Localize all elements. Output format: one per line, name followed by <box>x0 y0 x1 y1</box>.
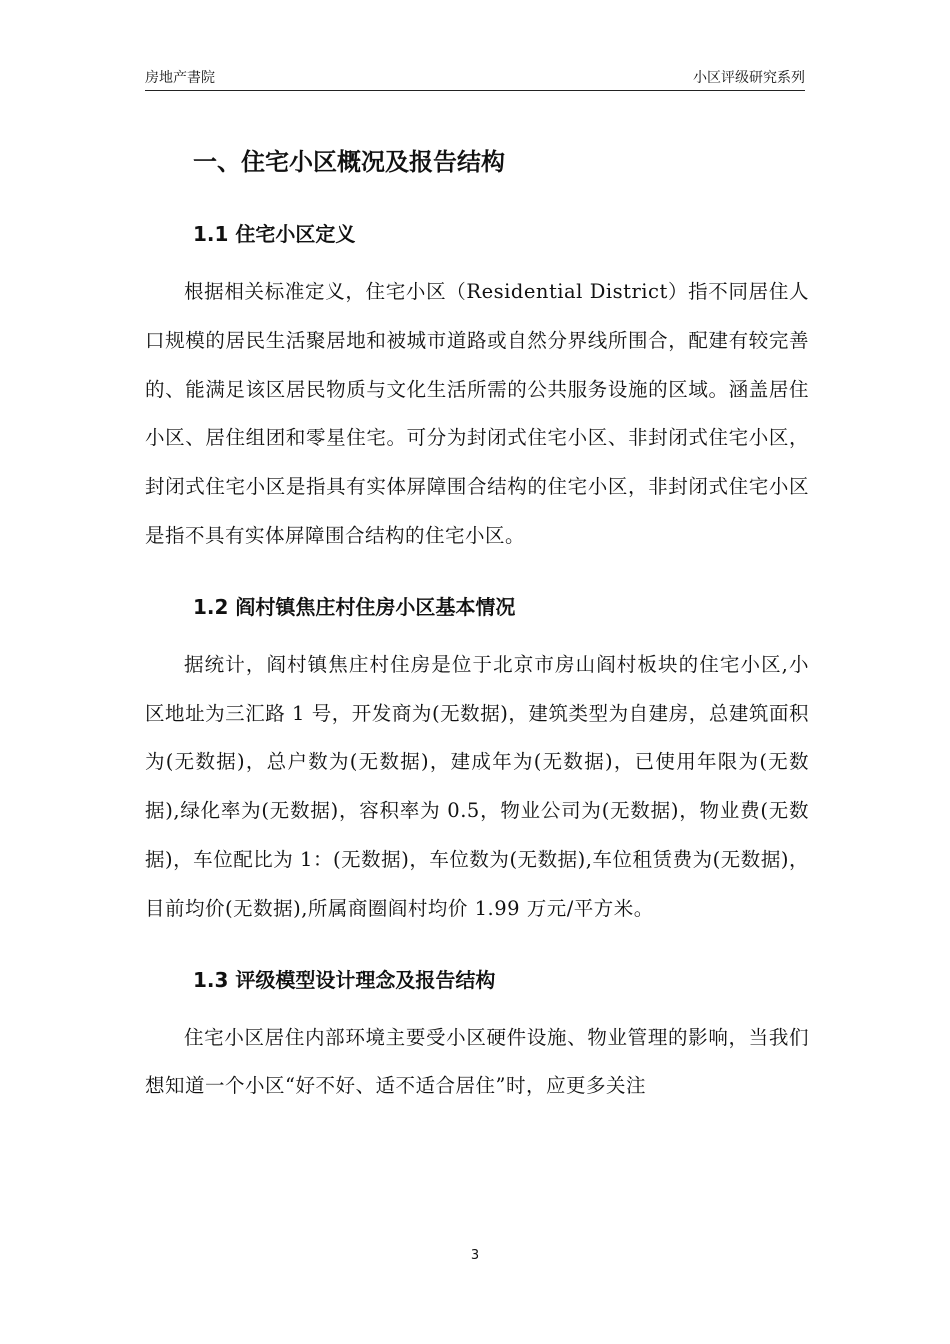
section-title: 一、住宅小区概况及报告结构 <box>193 148 505 176</box>
header-publisher: 房地产書院 <box>145 70 215 86</box>
header-series-title: 小区评级研究系列 <box>693 70 805 86</box>
subsection-heading-1-3: 1.3 评级模型设计理念及报告结构 <box>193 967 496 992</box>
subsection-heading-1-2: 1.2 阎村镇焦庄村住房小区基本情况 <box>193 594 516 619</box>
paragraph-model-design: 住宅小区居住内部环境主要受小区硬件设施、物业管理的影响，当我们想知道一个小区“好不好、适不适合居住”时，应更多关注 <box>145 1025 809 1098</box>
page-header <box>145 64 805 91</box>
subsection-heading-1-1: 1.1 住宅小区定义 <box>193 222 356 246</box>
paragraph-basic-info: 据统计，阎村镇焦庄村住房是位于北京市房山阎村板块的住宅小区,小区地址为三汇路 1 号，开发商为(无数据)，建筑类型为自建房，总建筑面积为(无数据)，总户数为(无数据)，建成年为(无数据)，已使用年限为(无数据),绿化率为(无数据)，容积率为 0.5，物业公司为(无数据)，物业费(无数据)，车位配比为 1：(无数据)，车位数为(无数据),车位租赁费为(无数据)，目前均价(无数据),所属商圈阎村均价 1.99 万元/平方米。 <box>145 652 809 920</box>
page-number: 3 <box>470 1248 480 1263</box>
document-body <box>145 138 809 1111</box>
paragraph-definition: 根据相关标准定义，住宅小区（Residential District）指不同居住人口规模的居民生活聚居地和被城市道路或自然分界线所围合，配建有较完善的、能满足该区居民物质与文化生活所需的公共服务设施的区域。涵盖居住小区、居住组团和零星住宅。可分为封闭式住宅小区、非封闭式住宅小区，封闭式住宅小区是指具有实体屏障围合结构的住宅小区，非封闭式住宅小区是指不具有实体屏障围合结构的住宅小区。 <box>145 280 809 547</box>
